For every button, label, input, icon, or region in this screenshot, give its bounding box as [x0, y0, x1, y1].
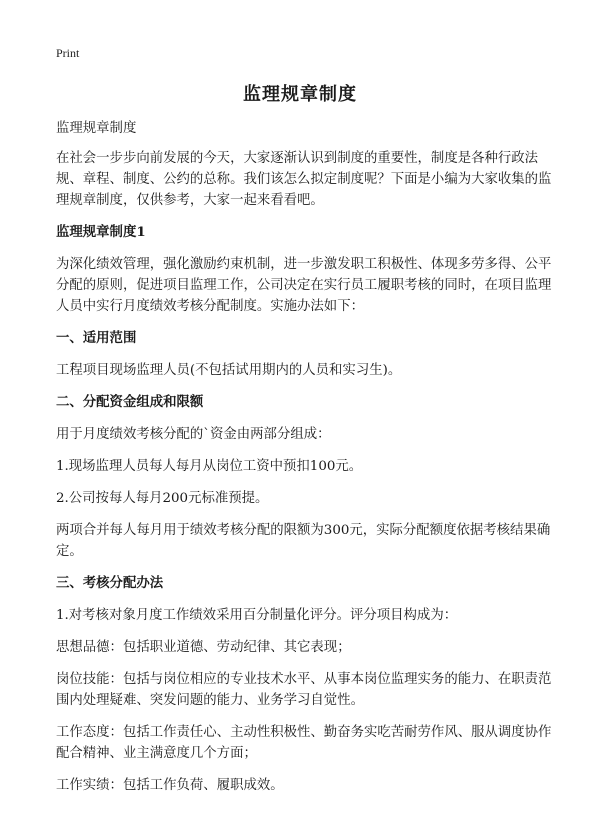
heading-method: 三、考核分配办法	[56, 575, 164, 591]
funds-paragraph-4: 两项合并每人每月用于绩效考核分配的限额为300元，实际分配额度依据考核结果确定。	[56, 523, 551, 559]
print-link[interactable]: Print	[56, 46, 80, 60]
heading-funds: 二、分配资金组成和限额	[56, 394, 204, 410]
funds-paragraph-1: 用于月度绩效考核分配的`资金由两部分组成：	[56, 427, 331, 442]
heading-scope: 一、适用范围	[56, 330, 137, 346]
intro-paragraph: 在社会一步步向前发展的今天，大家逐渐认识到制度的重要性，制度是各种行政法规、章程、制度、公约的总称。我们该怎么拟定制度呢？下面是小编为大家收集的监理规章制度，仅供参考，大家一起来看看吧。	[56, 151, 552, 208]
section-heading-1: 监理规章制度1	[56, 224, 146, 240]
method-paragraph-5: 工作实绩：包括工作负荷、履职成效。	[56, 778, 284, 793]
document-subtitle: 监理规章制度	[56, 121, 137, 136]
method-paragraph-1: 1.对考核对象月度工作绩效采用百分制量化评分。评分项目构成为：	[56, 608, 458, 623]
method-paragraph-2: 思想品德：包括职业道德、劳动纪律、其它表现；	[56, 640, 351, 655]
funds-paragraph-2: 1.现场监理人员每人每月从岗位工资中预扣100元。	[56, 459, 363, 474]
funds-paragraph-3: 2.公司按每人每月200元标准预提。	[56, 491, 269, 506]
document-title: 监理规章制度	[243, 84, 357, 105]
document-body	[56, 118, 552, 807]
method-paragraph-3: 岗位技能：包括与岗位相应的专业技术水平、从事本岗位监理实务的能力、在职责范围内处理疑难、突发问题的能力、业务学习自觉性。	[56, 672, 552, 708]
section1-paragraph: 为深化绩效管理，强化激励约束机制，进一步激发职工积极性、体现多劳多得、公平分配的原则，促进项目监理工作，公司决定在实行员工履职考核的同时，在项目监理人员中实行月度绩效考核分配制度。实施办法如下：	[56, 257, 552, 314]
scope-paragraph: 工程项目现场监理人员(不包括试用期内的人员和实习生)。	[56, 363, 402, 378]
method-paragraph-4: 工作态度：包括工作责任心、主动性积极性、勤奋务实吃苦耐劳作风、服从调度协作配合精神、业主满意度几个方面；	[56, 725, 552, 761]
